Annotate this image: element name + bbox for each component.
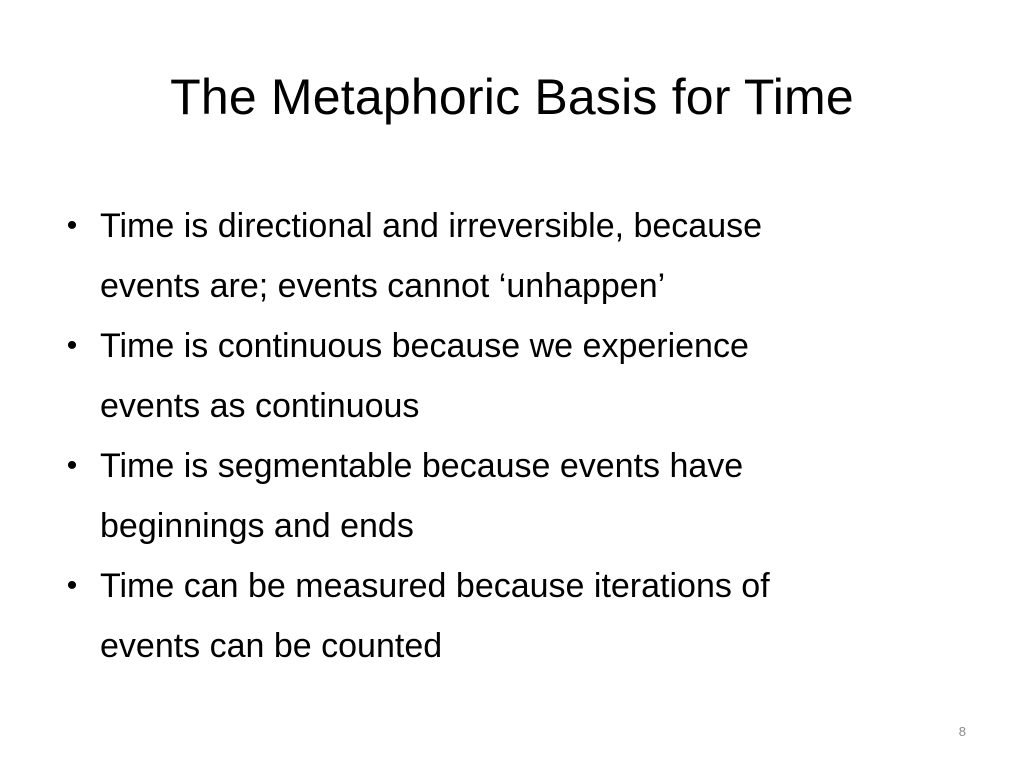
bullet-item xyxy=(56,196,936,316)
bullet-icon: • xyxy=(66,329,78,362)
bullet-item xyxy=(56,556,936,676)
bullet-text-line: Time can be measured because iterations of xyxy=(100,567,770,605)
bullet-item xyxy=(56,316,936,436)
page-number: 8 xyxy=(958,724,966,739)
bullet-icon: • xyxy=(66,449,78,482)
bullet-text-line: events are; events cannot ‘unhappen’ xyxy=(100,267,666,305)
bullet-text-line: events can be counted xyxy=(100,627,443,665)
bullet-icon: • xyxy=(66,209,78,242)
bullet-icon: • xyxy=(66,569,78,602)
bullet-text-line: Time is directional and irreversible, because xyxy=(100,207,763,245)
bullet-text-line: Time is segmentable because events have xyxy=(100,447,744,485)
bullet-text-line: beginnings and ends xyxy=(100,507,414,545)
bullet-text-line: events as continuous xyxy=(100,387,420,425)
bullet-text-line: Time is continuous because we experience xyxy=(100,327,749,365)
bullet-item xyxy=(56,436,936,556)
slide-title: The Metaphoric Basis for Time xyxy=(170,69,854,125)
bullet-list xyxy=(56,196,936,676)
